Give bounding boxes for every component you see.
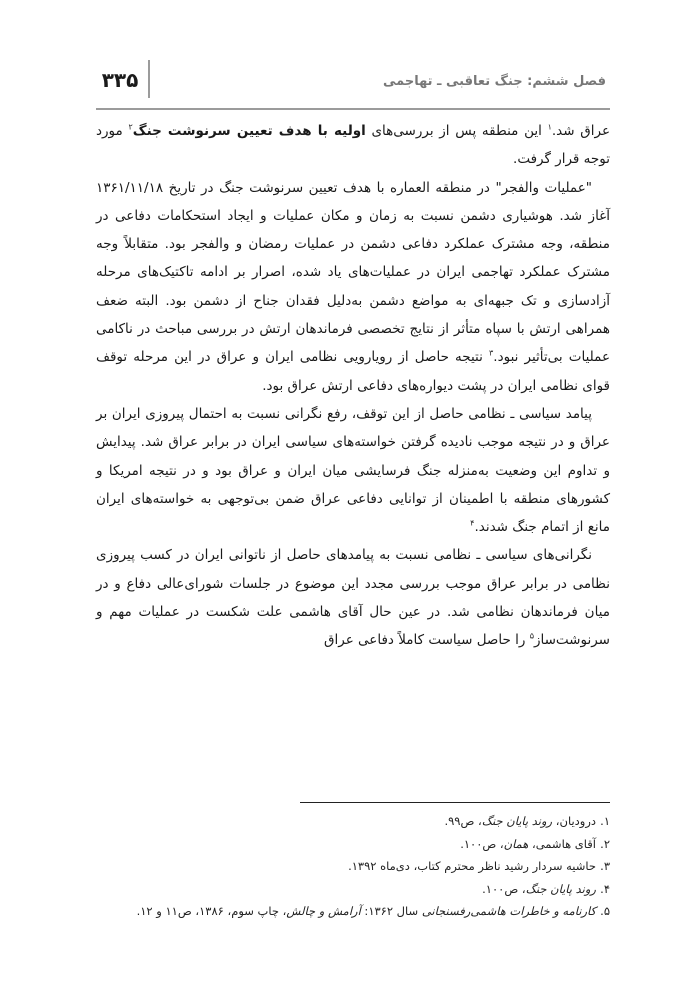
footnote-title: روند پایان جنگ (481, 814, 553, 828)
footnote-divider (300, 802, 610, 803)
paragraph-1 (96, 117, 610, 174)
footnote-ref-2: ۲ (128, 122, 133, 132)
footnote-3 (96, 855, 610, 878)
footnote-title: روند پایان جنگ (525, 881, 596, 896)
footnote-number: ۴. (600, 881, 610, 896)
footnote-text: ، ص۱۰۰. (460, 836, 504, 851)
p4-text-b: را حاصل سیاست کاملاً دفاعی عراق (324, 632, 530, 649)
page-number: ۳۳۵ (101, 68, 139, 92)
footnote-text: ، ص۹۹. (444, 814, 482, 828)
paragraph-3 (96, 400, 610, 541)
body-text (96, 117, 610, 655)
footnote-title: همان (503, 836, 529, 851)
footnote-4 (96, 878, 610, 901)
footnote-text: ، چاپ سوم، ۱۳۸۶، ص۱۱ و ۱۲. (136, 904, 287, 918)
footnote-ref-1: ۱ (547, 122, 552, 132)
footnote-text: آقای هاشمی، (528, 836, 596, 851)
p3-text: پیامد سیاسی ـ نظامی حاصل از این توقف، رفع نگرانی نسبت به احتمال پیروزی ایران بر عراق و در نتیجه موجب نادیده گرفتن خواسته‌های سیاسی ایران در برابر عراق شد. پیدایش و تداوم این وضعیت به‌منزله جنگ فرسایشی میان ایران و عراق بود و در نتیجه امریکا و کشورهای منطقه با اطمینان از توانایی دفاعی عراق ضمن بی‌توجهی به خواسته‌های ایران مانع از اتمام جنگ شدند. (96, 405, 610, 536)
p1-bold-text: اولیه با هدف تعیین سرنوشت جنگ (132, 123, 366, 139)
paragraph-2 (96, 174, 610, 400)
footnote-title: آرامش و چالش (286, 904, 361, 918)
footnote-number: ۱. (600, 814, 610, 828)
p1-text-a: عراق شد. (551, 123, 610, 139)
chapter-title: فصل ششم: جنگ تعاقبی ـ تهاجمی (382, 74, 606, 89)
footnote-1 (96, 810, 610, 833)
p2-text-a: "عملیات والفجر" در منطقه العماره با هدف تعیین سرنوشت جنگ در تاریخ ۱۳۶۱/۱۱/۱۸ آغاز شد. هوشیاری دشمن نسبت به زمان و مکان عملیات و ایجاد استحکامات دفاعی در منطقه، وجه مشترک عملکرد دفاعی دشمن در عملیات رمضان و والفجر بود. متقابلاً وجه مشترک عملکرد تهاجمی ایران در عملیات‌های یاد شده، اصرار بر ادامه تاکتیک‌های مرحله آزادسازی و تک جبهه‌ای به مواضع دشمن به‌دلیل فقدان جناح از دشمن بود. البته ضعف همراهی ارتش با سپاه متأثر از نتایج تخصصی فرماندهان ارتش در بررسی مباحث در ناکامی عملیات بی‌تأثیر نبود. (96, 179, 610, 366)
footnote-ref-5: ۵ (529, 631, 534, 641)
footnote-text: درودیان، (552, 814, 596, 828)
footnote-5 (96, 900, 610, 923)
running-header (96, 56, 610, 110)
p4-text-a: نگرانی‌های سیاسی ـ نظامی نسبت به پیامدهای حاصل از ناتوانی ایران در کسب پیروزی نظامی در برابر عراق موجب بررسی مجدد این موضوع در جلسات شورای‌عالی دفاع و در میان فرماندهان نظامی شد. در عین حال آقای هاشمی علت شکست در عملیات مهم و سرنوشت‌ساز (96, 547, 610, 649)
footnotes (96, 810, 610, 923)
footnote-text: ، ص۱۰۰. (482, 881, 526, 896)
footnote-number: ۲. (600, 836, 610, 851)
footnote-number: ۳. (600, 859, 610, 873)
p1-text-c: مورد توجه قرار گرفت. (96, 123, 610, 168)
footnote-ref-4: ۴ (470, 518, 475, 528)
footnote-2 (96, 833, 610, 856)
p1-text-b: این منطقه پس از بررسی‌های (365, 123, 548, 139)
paragraph-4 (96, 541, 610, 654)
footnote-ref-3: ۳ (489, 348, 494, 358)
footnote-text: حاشیه سردار رشید ناظر محترم کتاب، دی‌ماه ۱۳۹۲. (348, 859, 596, 873)
header-divider (148, 60, 150, 98)
footnote-number: ۵. (600, 904, 610, 918)
footnote-text: سال ۱۳۶۲: (360, 904, 422, 918)
footnote-title: کارنامه و خاطرات هاشمی‌رفسنجانی (421, 904, 596, 918)
p2-text-b: نتیجه حاصل از رویارویی نظامی ایران و عراق در این مرحله توقف قوای نظامی ایران در پشت دیواره‌های دفاعی ارتش عراق بود. (96, 349, 610, 394)
